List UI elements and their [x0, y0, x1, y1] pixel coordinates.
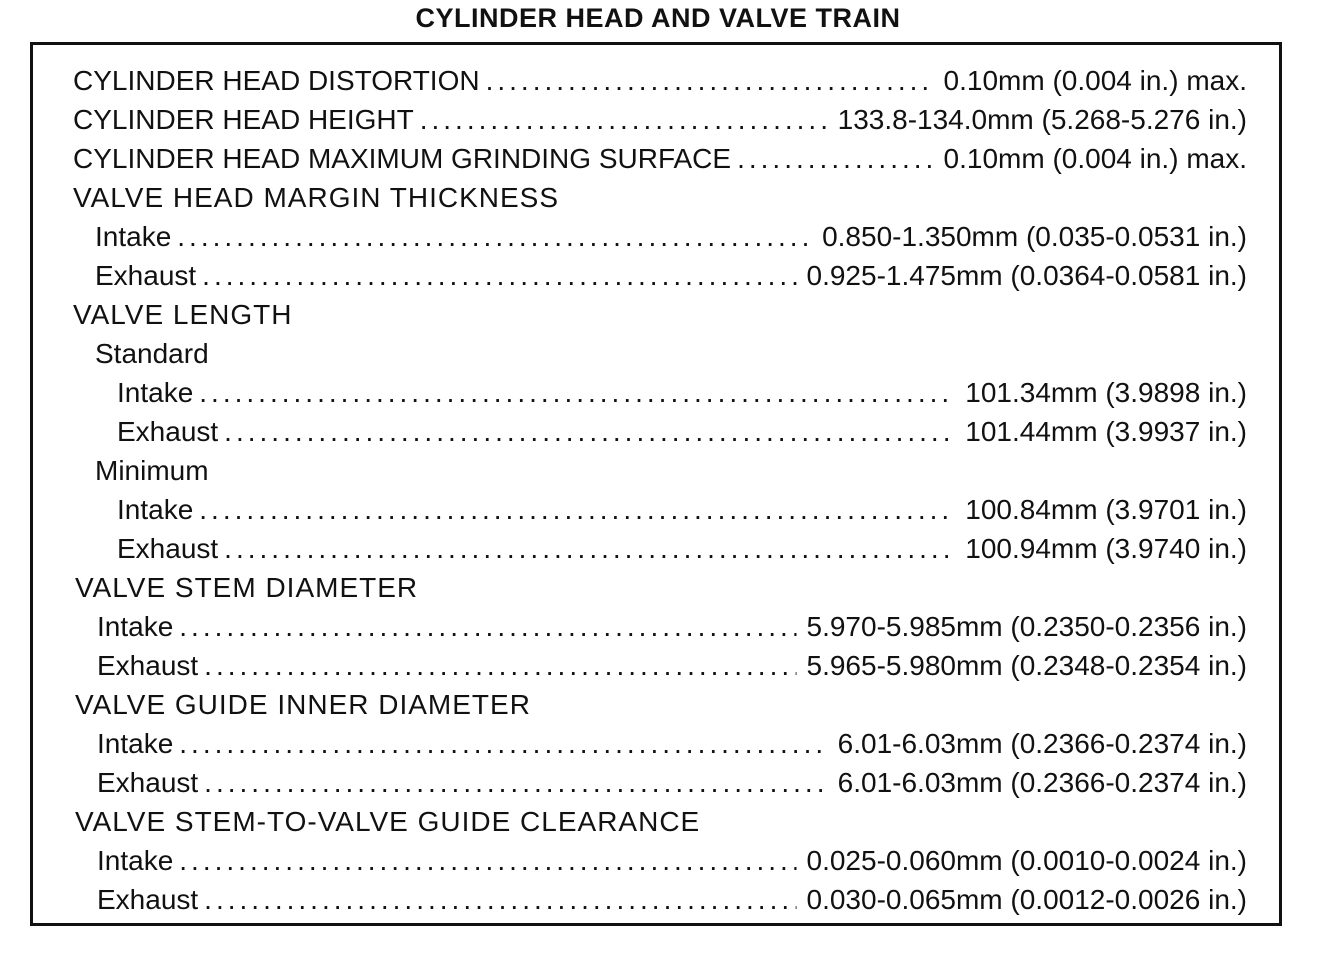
spec-label: Exhaust: [117, 416, 219, 447]
spec-row-stem-exhaust: [97, 646, 1247, 685]
spec-row-length-minimum-intake: [117, 490, 1247, 529]
spec-label: Intake: [97, 611, 174, 642]
spec-value: 0.025-0.060mm (0.0010-0.0024 in.): [806, 845, 1247, 876]
section-heading-stem-to-guide-clearance: [75, 802, 1247, 841]
spec-value: 0.10mm (0.004 in.) max.: [943, 143, 1247, 174]
dot-leader: [179, 607, 796, 646]
spec-label: CYLINDER HEAD MAXIMUM GRINDING SURFACE: [73, 143, 732, 174]
subsection-heading-label: Standard: [95, 338, 209, 369]
spec-value: 133.8-134.0mm (5.268-5.276 in.): [837, 104, 1247, 135]
spec-value: 6.01-6.03mm (0.2366-0.2374 in.): [837, 767, 1247, 798]
dot-leader: [179, 841, 796, 880]
spec-value: 0.925-1.475mm (0.0364-0.0581 in.): [806, 260, 1247, 291]
spec-label: Intake: [117, 494, 194, 525]
subsection-heading-standard: [95, 334, 1247, 373]
spec-value: 100.84mm (3.9701 in.): [965, 494, 1247, 525]
spec-value: 100.94mm (3.9740 in.): [965, 533, 1247, 564]
dot-leader: [737, 139, 933, 178]
section-heading-label: VALVE STEM DIAMETER: [75, 572, 419, 603]
spec-label: Exhaust: [95, 260, 197, 291]
spec-label: Intake: [97, 845, 174, 876]
spec-label: Exhaust: [97, 767, 199, 798]
spec-row-stem-intake: [97, 607, 1247, 646]
page-title: CYLINDER HEAD AND VALVE TRAIN: [415, 3, 901, 33]
spec-label: Exhaust: [97, 884, 199, 915]
dot-leader: [199, 490, 955, 529]
dot-leader: [177, 217, 812, 256]
spec-row-head-max-grinding: [73, 139, 1247, 178]
spec-value: 6.01-6.03mm (0.2366-0.2374 in.): [837, 728, 1247, 759]
dot-leader: [224, 412, 955, 451]
section-heading-margin-thickness: [73, 178, 1247, 217]
spec-label: CYLINDER HEAD DISTORTION: [73, 65, 480, 96]
spec-label: Intake: [97, 728, 174, 759]
section-heading-label: VALVE STEM-TO-VALVE GUIDE CLEARANCE: [75, 806, 701, 837]
section-heading-valve-length: [73, 295, 1247, 334]
spec-row-head-height: [73, 100, 1247, 139]
section-heading-stem-diameter: [75, 568, 1247, 607]
spec-label: CYLINDER HEAD HEIGHT: [73, 104, 414, 135]
dot-leader: [204, 880, 796, 919]
spec-row-guide-exhaust: [97, 763, 1247, 802]
subsection-heading-label: Minimum: [95, 455, 209, 486]
spec-label: Exhaust: [117, 533, 219, 564]
spec-row-length-minimum-exhaust: [117, 529, 1247, 568]
dot-leader: [202, 256, 796, 295]
dot-leader: [179, 724, 827, 763]
spec-value: 0.850-1.350mm (0.035-0.0531 in.): [822, 221, 1247, 252]
spec-row-length-standard-intake: [117, 373, 1247, 412]
spec-row-head-distortion: [73, 61, 1247, 100]
spec-row-clearance-intake: [97, 841, 1247, 880]
spec-value: 101.34mm (3.9898 in.): [965, 377, 1247, 408]
spec-row-length-standard-exhaust: [117, 412, 1247, 451]
dot-leader: [199, 373, 955, 412]
spec-row-margin-intake: [95, 217, 1247, 256]
spec-table: [30, 42, 1282, 926]
spec-value: 0.030-0.065mm (0.0012-0.0026 in.): [806, 884, 1247, 915]
spec-value: 5.970-5.985mm (0.2350-0.2356 in.): [806, 611, 1247, 642]
spec-row-margin-exhaust: [95, 256, 1247, 295]
dot-leader: [420, 100, 828, 139]
section-heading-label: VALVE HEAD MARGIN THICKNESS: [73, 182, 559, 213]
spec-row-guide-intake: [97, 724, 1247, 763]
spec-value: 101.44mm (3.9937 in.): [965, 416, 1247, 447]
spec-label: Intake: [95, 221, 172, 252]
dot-leader: [204, 646, 796, 685]
section-heading-guide-inner-diameter: [75, 685, 1247, 724]
spec-label: Intake: [117, 377, 194, 408]
subsection-heading-minimum: [95, 451, 1247, 490]
spec-value: 0.10mm (0.004 in.) max.: [943, 65, 1247, 96]
spec-row-clearance-exhaust: [97, 880, 1247, 919]
spec-label: Exhaust: [97, 650, 199, 681]
spec-value: 5.965-5.980mm (0.2348-0.2354 in.): [806, 650, 1247, 681]
section-heading-label: VALVE LENGTH: [73, 299, 293, 330]
section-heading-label: VALVE GUIDE INNER DIAMETER: [75, 689, 531, 720]
dot-leader: [224, 529, 955, 568]
dot-leader: [204, 763, 827, 802]
dot-leader: [486, 61, 934, 100]
